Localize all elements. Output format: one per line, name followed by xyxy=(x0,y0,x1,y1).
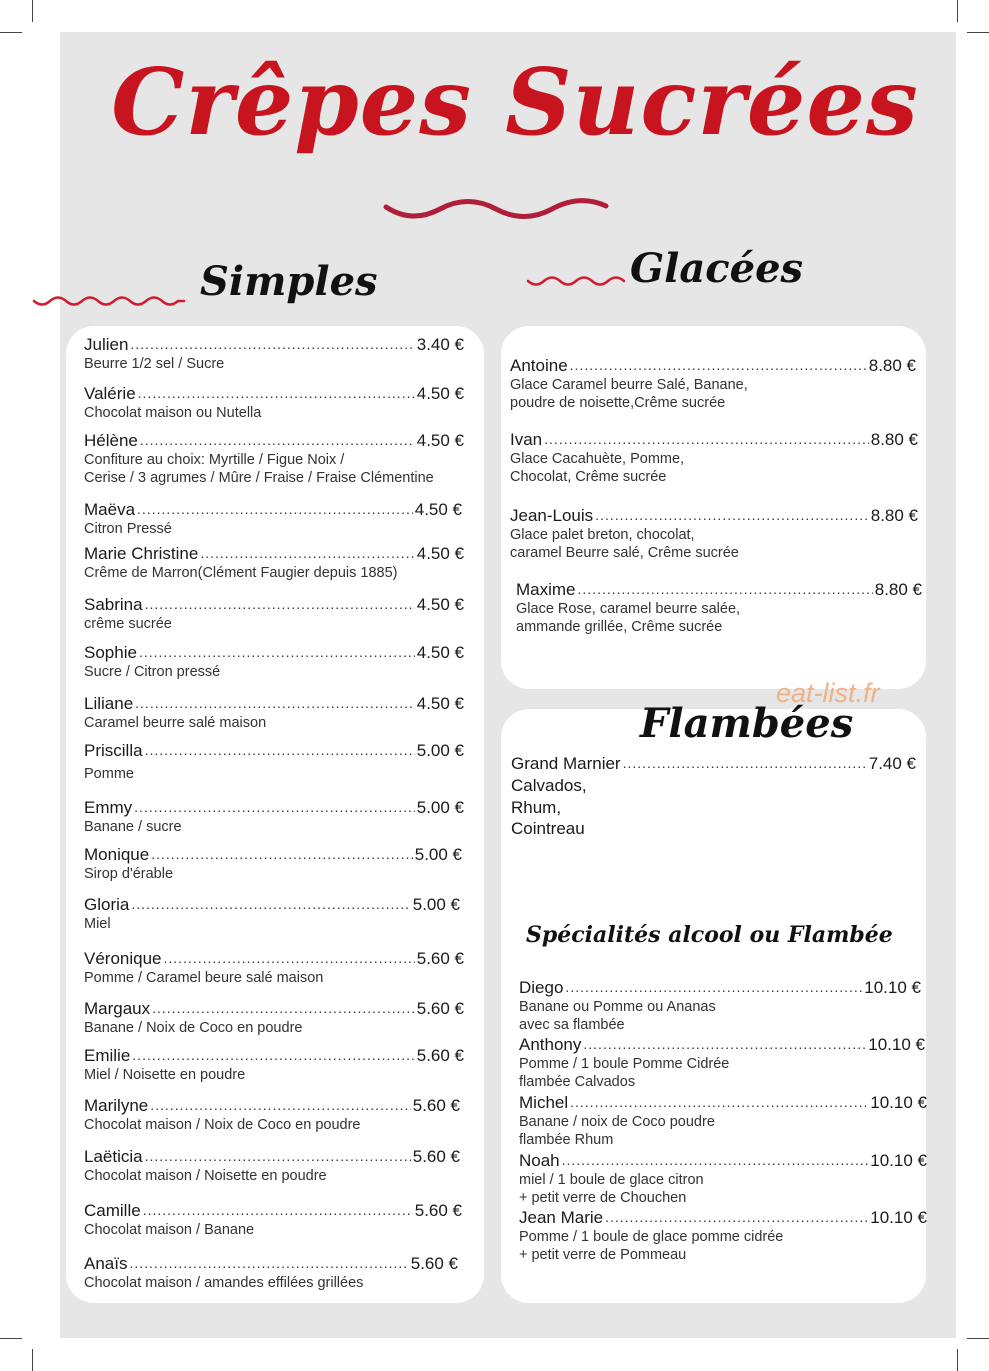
menu-item xyxy=(519,1093,927,1149)
menu-item xyxy=(84,1096,460,1134)
specialites-heading: Spécialités alcool ou Flambée xyxy=(526,922,893,948)
glacees-squiggle xyxy=(526,274,626,292)
item-price: 5.00 € xyxy=(412,895,460,914)
item-row xyxy=(519,1093,927,1113)
menu-item xyxy=(84,895,460,933)
menu-item xyxy=(84,1147,460,1185)
item-price: 5.00 € xyxy=(414,845,462,864)
dot-leader xyxy=(143,1200,413,1220)
item-row xyxy=(84,845,462,865)
dot-leader xyxy=(562,1150,869,1170)
menu-item xyxy=(510,430,918,486)
item-description: Pomme / 1 boule Pomme Cidrée xyxy=(519,1056,730,1072)
item-name: Margaux xyxy=(84,999,151,1018)
item-description: Crême de Marron(Clément Faugier depuis 1885) xyxy=(84,565,398,581)
item-row xyxy=(84,500,462,520)
menu-item xyxy=(516,580,922,636)
item-name: Ivan xyxy=(510,430,543,449)
dot-leader xyxy=(595,505,869,525)
item-row xyxy=(84,949,464,969)
item-price: 8.80 € xyxy=(868,356,916,375)
item-row xyxy=(84,595,464,615)
crop-mark xyxy=(957,1349,958,1371)
menu-item xyxy=(84,643,464,681)
item-row xyxy=(519,1035,925,1055)
dot-leader xyxy=(134,797,415,817)
item-price: 8.80 € xyxy=(874,580,922,599)
dot-leader xyxy=(565,977,862,997)
item-name: Anaïs xyxy=(84,1254,128,1273)
item-name: Sophie xyxy=(84,643,137,662)
item-description: Banane ou Pomme ou Ananas xyxy=(519,999,716,1015)
item-name: Marie Christine xyxy=(84,544,199,563)
item-description: Cerise / 3 agrumes / Mûre / Fraise / Fraise Clémentine xyxy=(84,470,434,486)
dot-leader xyxy=(131,894,410,914)
item-name: Gloria xyxy=(84,895,130,914)
item-name: Emmy xyxy=(84,798,133,817)
dot-leader xyxy=(570,355,867,375)
item-price: 5.60 € xyxy=(416,1046,464,1065)
watermark: eat-list.fr xyxy=(776,678,880,708)
simples-heading: Simples xyxy=(200,258,378,305)
item-description: + petit verre de Chouchen xyxy=(519,1190,687,1206)
item-name: Camille xyxy=(84,1201,141,1220)
menu-item xyxy=(84,741,464,783)
item-description: Pomme / Caramel beure salé maison xyxy=(84,970,324,986)
title-squiggle xyxy=(382,194,610,224)
menu-item xyxy=(84,1046,464,1084)
dot-leader xyxy=(129,1253,408,1273)
item-row xyxy=(510,430,918,450)
item-description: Sirop d'érable xyxy=(84,866,174,882)
flambee-option: Rhum, xyxy=(511,797,562,817)
item-name: Liliane xyxy=(84,694,134,713)
item-description: Chocolat maison / Noisette en poudre xyxy=(84,1168,327,1184)
item-row xyxy=(84,335,464,355)
dot-leader xyxy=(145,740,415,760)
menu-item xyxy=(84,845,462,883)
item-name: Michel xyxy=(519,1093,569,1112)
item-row xyxy=(84,1096,460,1116)
dot-leader xyxy=(150,1095,410,1115)
item-description: Chocolat maison / Banane xyxy=(84,1222,255,1238)
item-description: flambée Calvados xyxy=(519,1074,636,1090)
item-description: Glace palet breton, chocolat, xyxy=(510,527,695,543)
item-description: Banane / Noix de Coco en poudre xyxy=(84,1020,303,1036)
item-name: Valérie xyxy=(84,384,136,403)
item-description: Pomme / 1 boule de glace pomme cidrée xyxy=(519,1229,784,1245)
dot-leader xyxy=(152,998,415,1018)
dot-leader xyxy=(583,1034,866,1054)
item-price: 5.60 € xyxy=(410,1254,458,1273)
item-name: Monique xyxy=(84,845,150,864)
dot-leader xyxy=(145,1146,411,1166)
item-row xyxy=(84,384,464,404)
item-price: 8.80 € xyxy=(870,506,918,525)
item-price: 3.40 € xyxy=(416,335,464,354)
item-row xyxy=(84,694,464,714)
menu-item xyxy=(84,999,464,1037)
item-row xyxy=(84,431,464,451)
dot-leader xyxy=(570,1092,868,1112)
item-price: 4.50 € xyxy=(416,384,464,403)
item-row xyxy=(510,356,916,376)
menu-item xyxy=(84,544,464,582)
item-name: Emilie xyxy=(84,1046,131,1065)
item-price: 7.40 € xyxy=(868,754,916,773)
menu-item xyxy=(84,694,464,732)
crop-mark xyxy=(32,0,33,22)
item-description: Miel xyxy=(84,916,111,932)
menu-item xyxy=(511,754,916,840)
item-price: 4.50 € xyxy=(416,544,464,563)
menu-item xyxy=(519,1035,925,1091)
item-description: flambée Rhum xyxy=(519,1132,614,1148)
dot-leader xyxy=(145,594,415,614)
crop-mark xyxy=(0,32,22,33)
crop-mark xyxy=(957,0,958,22)
item-row xyxy=(84,741,464,761)
item-description: ammande grillée, Crême sucrée xyxy=(516,619,723,635)
item-description: avec sa flambée xyxy=(519,1017,625,1033)
menu-item xyxy=(84,431,464,487)
item-description: + petit verre de Pommeau xyxy=(519,1247,687,1263)
item-price: 5.00 € xyxy=(416,741,464,760)
item-price: 5.60 € xyxy=(416,999,464,1018)
item-description: Pomme xyxy=(84,766,134,782)
item-description: Glace Cacahuète, Pomme, xyxy=(510,451,685,467)
item-row xyxy=(84,643,464,663)
item-price: 8.80 € xyxy=(870,430,918,449)
item-name: Diego xyxy=(519,978,564,997)
item-row xyxy=(84,895,460,915)
menu-item xyxy=(84,1254,458,1292)
flambees-heading: Flambées xyxy=(640,700,854,747)
item-row xyxy=(84,1201,462,1221)
menu-item xyxy=(84,595,464,633)
item-description: Chocolat, Crême sucrée xyxy=(510,469,667,485)
item-row xyxy=(510,506,918,526)
dot-leader xyxy=(164,948,415,968)
dot-leader xyxy=(139,642,415,662)
item-name: Sabrina xyxy=(84,595,143,614)
item-name: Jean Marie xyxy=(519,1208,604,1227)
item-name: Anthony xyxy=(519,1035,582,1054)
item-name: Julien xyxy=(84,335,129,354)
item-name: Maxime xyxy=(516,580,576,599)
item-price: 5.60 € xyxy=(416,949,464,968)
dot-leader xyxy=(623,753,867,773)
menu-item xyxy=(510,506,918,562)
item-price: 10.10 € xyxy=(868,1035,925,1054)
menu-item xyxy=(84,949,464,987)
dot-leader xyxy=(137,499,413,519)
item-price: 5.60 € xyxy=(412,1096,460,1115)
item-description: Glace Caramel beurre Salé, Banane, xyxy=(510,377,748,393)
item-price: 5.60 € xyxy=(412,1147,460,1166)
menu-item xyxy=(510,356,916,412)
item-row xyxy=(84,544,464,564)
menu-item xyxy=(519,1208,927,1264)
item-name: Marilyne xyxy=(84,1096,149,1115)
item-description: Confiture au choix: Myrtille / Figue Noix / xyxy=(84,452,345,468)
item-row xyxy=(84,798,464,818)
dot-leader xyxy=(605,1207,868,1227)
item-price: 4.50 € xyxy=(416,643,464,662)
dot-leader xyxy=(130,334,414,354)
dot-leader xyxy=(135,693,415,713)
menu-item xyxy=(519,978,921,1034)
menu-item xyxy=(84,798,464,836)
item-price: 10.10 € xyxy=(870,1208,927,1227)
item-name: Hélène xyxy=(84,431,138,450)
item-price: 4.50 € xyxy=(416,694,464,713)
menu-item xyxy=(84,384,464,422)
item-description: Caramel beurre salé maison xyxy=(84,715,267,731)
item-description: Chocolat maison ou Nutella xyxy=(84,405,262,421)
item-name: Noah xyxy=(519,1151,560,1170)
flambee-option: Cointreau xyxy=(511,819,585,838)
item-description: caramel Beurre salé, Crême sucrée xyxy=(510,545,739,561)
item-price: 10.10 € xyxy=(870,1151,927,1170)
item-description: Citron Pressé xyxy=(84,521,172,537)
item-price: 4.50 € xyxy=(414,500,462,519)
item-name: Maëva xyxy=(84,500,136,519)
item-row xyxy=(84,1046,464,1066)
item-description: poudre de noisette,Crême sucrée xyxy=(510,395,726,411)
item-price: 10.10 € xyxy=(870,1093,927,1112)
item-row xyxy=(519,1208,927,1228)
item-price: 4.50 € xyxy=(416,595,464,614)
flambee-option: Calvados, xyxy=(511,776,587,795)
dot-leader xyxy=(140,430,415,450)
crop-mark xyxy=(0,1338,22,1339)
item-row xyxy=(511,754,916,774)
item-row xyxy=(84,999,464,1019)
crop-mark xyxy=(967,1338,989,1339)
item-name: Véronique xyxy=(84,949,162,968)
item-name: Laëticia xyxy=(84,1147,143,1166)
item-description: Glace Rose, caramel beurre salée, xyxy=(516,601,741,617)
dot-leader xyxy=(151,844,413,864)
item-name: Grand Marnier xyxy=(511,754,621,773)
item-description: Sucre / Citron pressé xyxy=(84,664,221,680)
menu-item xyxy=(519,1151,927,1207)
item-name: Jean-Louis xyxy=(510,506,594,525)
page-title: Crêpes Sucrées xyxy=(111,48,919,156)
item-description: Chocolat maison / Noix de Coco en poudre xyxy=(84,1117,361,1133)
crop-mark xyxy=(967,32,989,33)
item-description: crême sucrée xyxy=(84,616,172,632)
menu-item xyxy=(84,335,464,373)
item-row xyxy=(84,1254,458,1274)
item-description: Miel / Noisette en poudre xyxy=(84,1067,246,1083)
dot-leader xyxy=(132,1045,414,1065)
item-description: Banane / noix de Coco poudre xyxy=(519,1114,715,1130)
item-name: Priscilla xyxy=(84,741,143,760)
dot-leader xyxy=(138,383,415,403)
item-name: Antoine xyxy=(510,356,568,375)
item-description: Banane / sucre xyxy=(84,819,182,835)
item-row xyxy=(516,580,922,600)
simples-squiggle xyxy=(32,294,186,312)
item-row xyxy=(519,1151,927,1171)
item-description: Chocolat maison / amandes effilées grillées xyxy=(84,1275,364,1291)
menu-item xyxy=(84,1201,462,1239)
item-price: 5.60 € xyxy=(414,1201,462,1220)
item-price: 5.00 € xyxy=(416,798,464,817)
dot-leader xyxy=(200,543,414,563)
item-description: miel / 1 boule de glace citron xyxy=(519,1172,704,1188)
glacees-heading: Glacées xyxy=(630,245,804,292)
item-price: 10.10 € xyxy=(864,978,921,997)
dot-leader xyxy=(578,579,873,599)
crop-mark xyxy=(32,1349,33,1371)
item-row xyxy=(519,978,921,998)
menu-item xyxy=(84,500,462,538)
dot-leader xyxy=(544,429,869,449)
item-description: Beurre 1/2 sel / Sucre xyxy=(84,356,225,372)
item-price: 4.50 € xyxy=(416,431,464,450)
item-row xyxy=(84,1147,460,1167)
